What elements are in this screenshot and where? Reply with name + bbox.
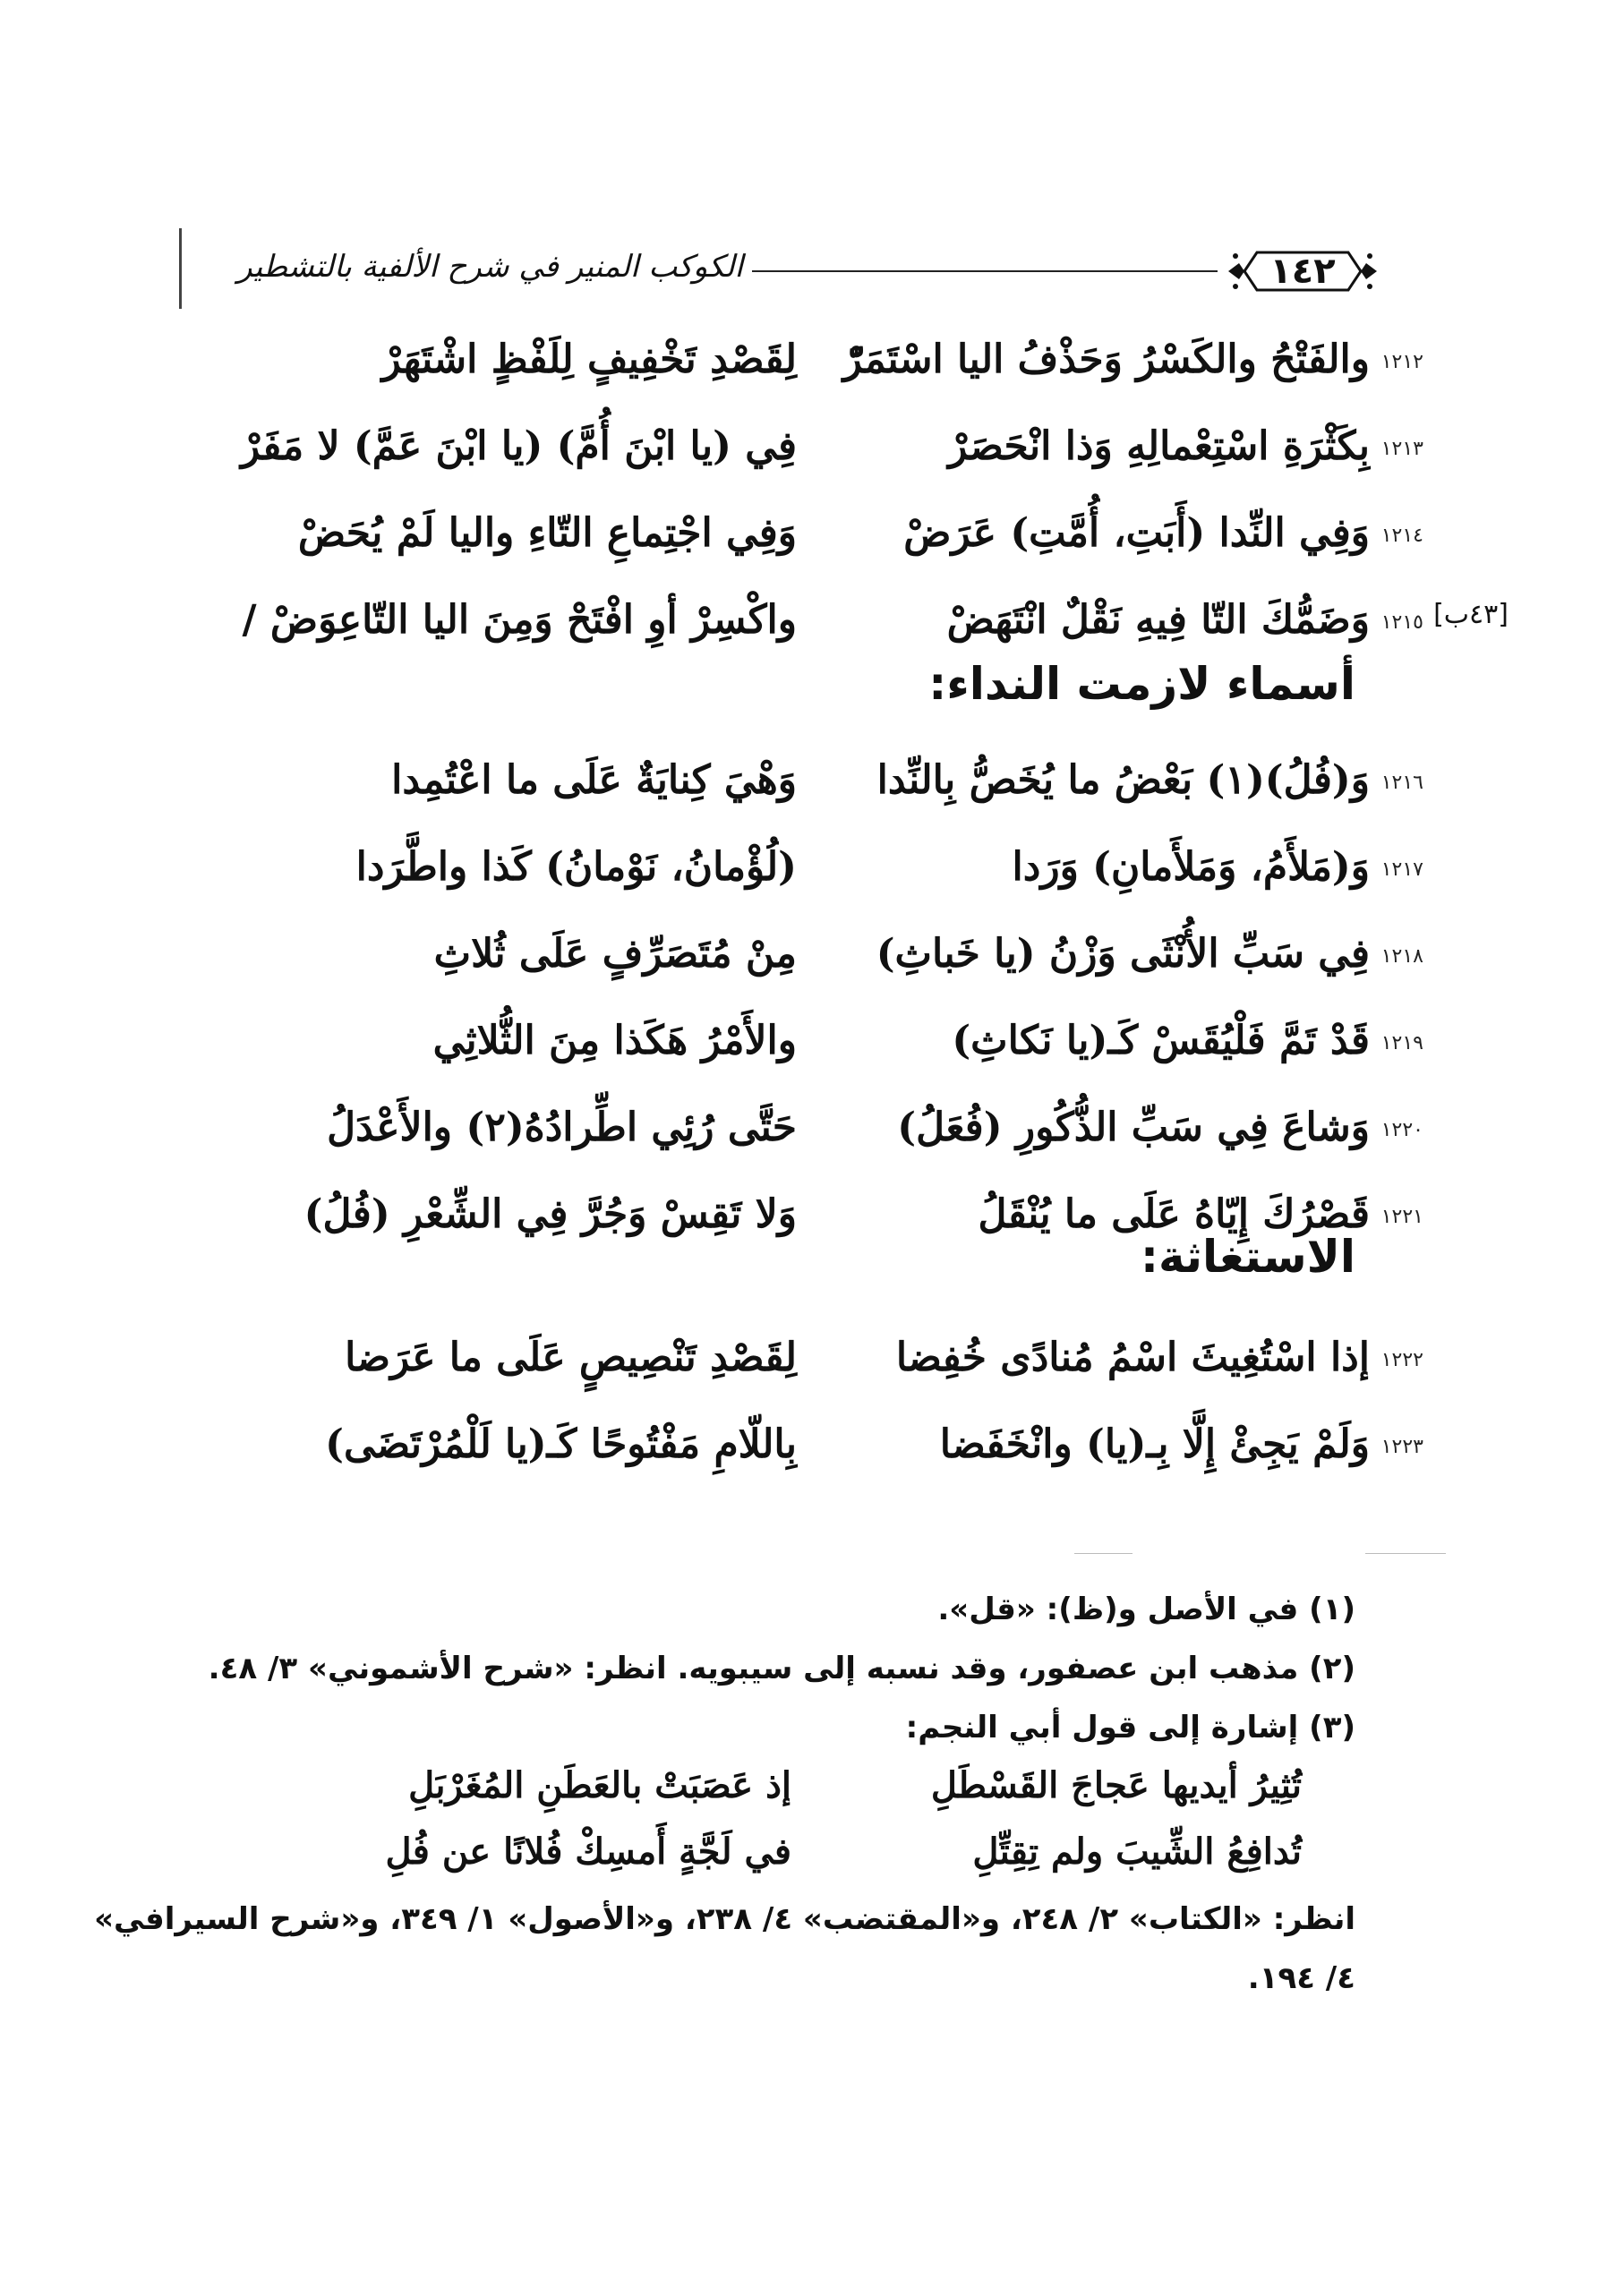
verse-second-hemistich: والأَمْرُ هَكَذا مِنَ الثُّلاثِي: [432, 1018, 797, 1063]
verse-second-hemistich: مِنْ مُتَصَرِّفٍ عَلَى ثُلاثِ: [433, 931, 797, 977]
verse-row: [206, 1099, 1423, 1186]
verse-row: [206, 1416, 1423, 1503]
poem-first-hemistich: تُدافِعُ الشِّيبَ ولم تِقِتِّلِ: [972, 1831, 1302, 1873]
poem-first-hemistich: تُثِيرُ أيديها عَجاجَ القَسْطَلِ: [930, 1764, 1302, 1806]
verse-number: ١٢١٤: [1380, 525, 1423, 547]
manuscript-folio-marker: [٤٣ب]: [1433, 599, 1509, 630]
verse-second-hemistich: واكْسِرْ أوِ افْتَحْ وَمِنَ اليا التّاعِوَضْ /: [242, 597, 797, 643]
verse-row: [206, 752, 1423, 839]
footnote-reference-line: ٤/ ١٩٤.: [1247, 1960, 1355, 1996]
section-heading: أسماء لازمت النداء:: [928, 658, 1355, 710]
footnote-3: (٣) إشارة إلى قول أبي النجم:: [905, 1710, 1355, 1745]
verse-first-hemistich: قَصْرُكَ إِيّاهُ عَلَى ما يُنْقَلُ: [978, 1191, 1370, 1237]
verse-number: ١٢٢٠: [1380, 1119, 1423, 1141]
verse-second-hemistich: لِقَصْدِ تَخْفِيفٍ لِلَفْظٍ اشْتَهَرْ: [381, 337, 797, 382]
separator-rule: [1365, 1553, 1446, 1554]
verse-second-hemistich: لِقَصْدِ تَنْصِيصٍ عَلَى ما عَرَضا: [345, 1335, 797, 1380]
running-title: الكوكب المنير في شرح الألفية بالتشطير: [237, 249, 743, 285]
verse-block-a: [206, 331, 1509, 679]
verse-row: [206, 1012, 1423, 1099]
verse-block-c: [206, 1329, 1423, 1503]
verse-second-hemistich: وَلا تَقِسْ وَجُرَّ فِي الشِّعْرِ (فُلُ): [303, 1191, 797, 1237]
page-number-badge: [1227, 243, 1379, 299]
verse-first-hemistich: والفَتْحُ والكَسْرُ وَحَذْفُ اليا اسْتَمَرّْ: [842, 337, 1370, 382]
verse-row: [206, 505, 1423, 592]
verse-second-hemistich: فِي (يا ابْنَ أُمَّ) (يا ابْنَ عَمَّ) لا مَفَرْ: [241, 423, 797, 469]
verse-first-hemistich: وَضَمُّكَ التّا فِيهِ نَقْلٌ انْتَهَضْ: [946, 597, 1370, 643]
verse-row: [206, 926, 1423, 1012]
verse-first-hemistich: فِي سَبِّ الأُنْثَى وَزْنُ (يا خَباثِ): [876, 931, 1370, 977]
verse-number: ١٢٢١: [1380, 1206, 1423, 1228]
verse-second-hemistich: حَتَّى رُئِي اطِّرادُهُ(٢) والأَعْدَلُ: [327, 1105, 797, 1150]
poem-second-hemistich: إذ عَصَبَتْ بالعَطَنِ المُغَرْبَلِ: [408, 1764, 791, 1806]
footnote-poem-line: [192, 1757, 1355, 1823]
poem-second-hemistich: في لَجَّةٍ أَمسِكْ فُلانًا عن فُلِ: [385, 1831, 791, 1873]
footnote-reference-line: انظر: «الكتاب» ٢/ ٢٤٨، و«المقتضب» ٤/ ٢٣٨، و«الأصول» ١/ ٣٤٩، و«شرح السيرافي»: [94, 1901, 1355, 1937]
header-rule: [752, 270, 1218, 272]
verse-first-hemistich: إذا اسْتُغِيثَ اسْمُ مُنادًى خُفِضا: [895, 1335, 1370, 1380]
verse-first-hemistich: وَ(فُلُ)(١) بَعْضُ ما يُخَصُّ بِالنِّدا: [876, 757, 1370, 803]
footnote-poem-line: [192, 1823, 1355, 1890]
footnote-1: (١) في الأصل و(ظ): «قل».: [937, 1592, 1355, 1627]
verse-first-hemistich: قَدْ تَمَّ فَلْيُقَسْ كَـ(يا نَكاثِ): [952, 1018, 1370, 1063]
verse-number: ١٢٢٢: [1380, 1349, 1423, 1371]
verse-first-hemistich: وَ(مَلأَمُ، وَمَلأَمانِ) وَرَدا: [1012, 844, 1370, 890]
verse-number: ١٢١٧: [1380, 858, 1423, 881]
verse-number: ١٢١٦: [1380, 772, 1423, 794]
verse-first-hemistich: وَلَمْ يَجِئْ إِلَّا بِـ(يا) وانْخَفَضا: [939, 1421, 1370, 1467]
verse-number: ١٢١٢: [1380, 351, 1423, 373]
verse-number: ١٢١٨: [1380, 945, 1423, 968]
page-number: ١٤٢: [1269, 251, 1336, 292]
verse-number: ١٢٢٣: [1380, 1436, 1423, 1458]
verse-number: ١٢١٩: [1380, 1032, 1423, 1054]
footnotes: [94, 1580, 1355, 2008]
verse-number: ١٢١٥: [1380, 611, 1423, 634]
verse-row: [206, 1329, 1423, 1416]
page-header: [237, 242, 1379, 304]
separator-rule: [1074, 1553, 1133, 1554]
footnote-2: (٢) مذهب ابن عصفور، وقد نسبه إلى سيبويه. انظر: «شرح الأشموني» ٣/ ٤٨.: [208, 1651, 1355, 1686]
verse-row: [206, 418, 1423, 505]
section-heading: الاستغاثة:: [1140, 1231, 1355, 1283]
verse-second-hemistich: بِاللّامِ مَفْتُوحًا كَـ(يا لَلْمُرْتَضَى): [325, 1421, 797, 1467]
verse-row: [206, 331, 1423, 418]
margin-bar: [179, 228, 182, 309]
verse-row: [206, 839, 1423, 926]
verse-first-hemistich: وَفِي النِّدا (أَبَتِ، أُمَّتِ) عَرَضْ: [903, 510, 1370, 556]
verse-block-b: [206, 752, 1423, 1273]
verse-first-hemistich: وَشاعَ فِي سَبِّ الذُّكُورِ (فُعَلُ): [897, 1105, 1370, 1150]
verse-first-hemistich: بِكَثْرَةِ اسْتِعْمالِهِ وَذا انْحَصَرْ: [948, 423, 1370, 469]
verse-second-hemistich: وَهْيَ كِنايَةٌ عَلَى ما اعْتُمِدا: [391, 757, 797, 803]
verse-number: ١٢١٣: [1380, 438, 1423, 460]
verse-second-hemistich: (لُؤْمانُ، نَوْمانُ) كَذا واطَّرَدا: [355, 844, 797, 890]
verse-second-hemistich: وَفِي اجْتِماعِ التّاءِ واليا لَمْ يُحَضْ: [297, 510, 797, 556]
